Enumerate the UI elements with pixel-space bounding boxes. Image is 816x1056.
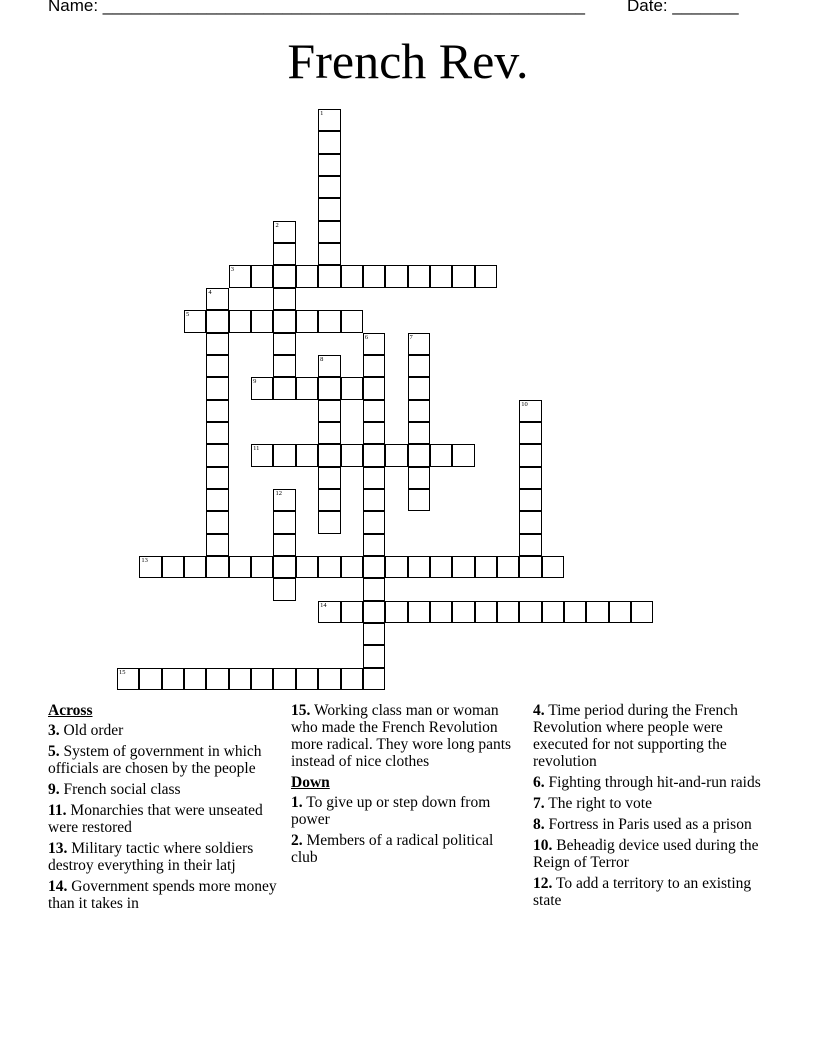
grid-cell[interactable] [408,489,430,511]
grid-cell[interactable] [117,668,139,690]
grid-cell[interactable] [519,511,541,533]
grid-cell[interactable] [296,556,318,578]
clue-item [533,875,773,909]
across-heading: Across [48,702,93,719]
grid-cell[interactable] [408,467,430,489]
clue-item [291,794,516,828]
grid-cell[interactable] [318,131,340,153]
clue-text: Old order [59,722,124,739]
grid-cell[interactable] [229,556,251,578]
grid-cell[interactable] [363,333,385,355]
grid-cell[interactable] [341,444,363,466]
grid-cell[interactable] [206,377,228,399]
clue-text: Time period during the French Revolution where people were executed for not supporting the revolution [533,702,738,770]
grid-cell[interactable] [430,556,452,578]
clue-item [533,702,773,770]
grid-cell[interactable] [363,400,385,422]
clue-number: 4. [533,702,545,719]
grid-cell[interactable] [385,556,407,578]
grid-cell[interactable] [475,556,497,578]
clue-number: 9 [253,378,257,386]
grid-cell[interactable] [206,422,228,444]
grid-cell[interactable] [519,444,541,466]
clue-text: To add a territory to an existing state [533,875,752,909]
grid-cell[interactable] [408,444,430,466]
clue-number: 1. [291,794,303,811]
clue-number: 6. [533,774,545,791]
grid-cell[interactable] [139,556,161,578]
clue-text: Working class man or woman who made the French Revolution more radical. They wore long pants instead of nice clothes [291,702,512,770]
grid-cell[interactable] [408,377,430,399]
page-title: French Rev. [287,33,529,89]
grid-cell[interactable] [363,668,385,690]
clue-text: Fighting through hit-and-run raids [544,774,761,791]
grid-cell[interactable] [475,601,497,623]
grid-cell[interactable] [206,333,228,355]
grid-cell[interactable] [229,265,251,287]
grid-cell[interactable] [318,511,340,533]
grid-cell[interactable] [519,400,541,422]
clue-number: 3 [230,266,234,274]
grid-cell[interactable] [363,422,385,444]
clue-number: 11. [48,802,67,819]
clue-item [533,837,773,871]
clue-item [533,774,773,791]
grid-cell[interactable] [273,377,295,399]
grid-cell[interactable] [341,556,363,578]
grid-cell[interactable] [430,265,452,287]
clue-number: 12 [275,489,282,497]
grid-cell[interactable] [318,601,340,623]
grid-cell[interactable] [206,556,228,578]
grid-cell[interactable] [206,444,228,466]
grid-cell[interactable] [363,467,385,489]
clues-column-3 [533,702,773,913]
grid-cell[interactable] [318,668,340,690]
grid-cell[interactable] [318,422,340,444]
grid-cell[interactable] [519,422,541,444]
grid-cell[interactable] [430,444,452,466]
grid-cell[interactable] [452,601,474,623]
grid-cell[interactable] [497,556,519,578]
clue-text: Members of a radical political club [291,832,494,866]
clue-text: To give up or step down from power [291,794,491,828]
grid-cell[interactable] [519,467,541,489]
grid-cell[interactable] [363,511,385,533]
clue-number: 3. [48,722,60,739]
clue-number: 7. [533,795,545,812]
name-field[interactable]: Name: ___________________________________________________ [48,0,585,15]
grid-cell[interactable] [251,444,273,466]
clue-item [291,702,516,770]
grid-cell[interactable] [318,154,340,176]
clue-number: 6 [364,333,369,341]
grid-cell[interactable] [206,511,228,533]
grid-cell[interactable] [273,221,295,243]
grid-cell[interactable] [318,400,340,422]
grid-cell[interactable] [273,444,295,466]
grid-cell[interactable] [318,355,340,377]
grid-cell[interactable] [184,310,206,332]
grid-cell[interactable] [631,601,653,623]
clue-item [291,832,516,866]
grid-cell[interactable] [206,355,228,377]
grid-cell[interactable] [586,601,608,623]
clue-text: Beheadig device used during the Reign of Terror [533,837,759,871]
grid-cell[interactable] [363,355,385,377]
grid-cell[interactable] [430,601,452,623]
grid-cell[interactable] [318,176,340,198]
grid-cell[interactable] [519,601,541,623]
grid-cell[interactable] [363,623,385,645]
grid-cell[interactable] [318,109,340,131]
clue-item [48,781,280,798]
grid-cell[interactable] [273,265,295,287]
grid-cell[interactable] [475,265,497,287]
grid-cell[interactable] [206,288,228,310]
grid-cell[interactable] [206,668,228,690]
grid-cell[interactable] [206,534,228,556]
grid-cell[interactable] [408,422,430,444]
clue-number: 5. [48,743,60,760]
grid-cell[interactable] [318,221,340,243]
clue-number: 2. [291,832,303,849]
clue-text: Military tactic where soldiers destroy everything in their latj [48,840,254,874]
clue-item [533,795,773,812]
clue-item [48,878,280,912]
grid-cell[interactable] [408,400,430,422]
grid-cell[interactable] [184,556,206,578]
clue-number: 10. [533,837,553,854]
grid-cell[interactable] [408,601,430,623]
grid-cell[interactable] [385,601,407,623]
clue-number: 10 [521,400,528,408]
grid-cell[interactable] [273,333,295,355]
clue-text: Government spends more money than it takes in [48,878,277,912]
clue-number: 8. [533,816,545,833]
grid-cell[interactable] [363,534,385,556]
grid-cell[interactable] [318,265,340,287]
grid-cell[interactable] [318,467,340,489]
grid-cell[interactable] [609,601,631,623]
clue-number: 7 [409,333,413,341]
clue-item [48,802,280,836]
clue-text: Fortress in Paris used as a prison [544,816,752,833]
grid-cell[interactable] [318,444,340,466]
grid-cell[interactable] [229,310,251,332]
grid-cell[interactable] [385,265,407,287]
clue-number: 11 [253,445,260,453]
grid-cell[interactable] [363,601,385,623]
grid-cell[interactable] [408,355,430,377]
grid-cell[interactable] [385,444,407,466]
grid-cell[interactable] [452,556,474,578]
grid-cell[interactable] [519,534,541,556]
grid-cell[interactable] [273,310,295,332]
grid-cell[interactable] [408,265,430,287]
grid-cell[interactable] [452,265,474,287]
clue-item [48,743,280,777]
clue-number: 12. [533,875,553,892]
grid-cell[interactable] [363,489,385,511]
grid-cell[interactable] [251,377,273,399]
grid-cell[interactable] [273,534,295,556]
grid-cell[interactable] [273,355,295,377]
grid-cell[interactable] [363,265,385,287]
grid-cell[interactable] [542,601,564,623]
grid-cell[interactable] [341,668,363,690]
grid-cell[interactable] [139,668,161,690]
grid-cell[interactable] [296,310,318,332]
grid-cell[interactable] [273,556,295,578]
grid-cell[interactable] [318,556,340,578]
clue-text: The right to vote [544,795,652,812]
clue-item [48,840,280,874]
grid-cell[interactable] [519,556,541,578]
clue-number: 2 [275,221,279,229]
grid-cell[interactable] [318,243,340,265]
grid-cell[interactable] [318,198,340,220]
clue-item [48,722,280,739]
grid-cell[interactable] [564,601,586,623]
clue-number: 8 [320,355,324,363]
clue-number: 4 [208,288,212,296]
grid-cell[interactable] [162,668,184,690]
clue-number: 1 [320,110,324,117]
grid-cell[interactable] [273,288,295,310]
grid-cell[interactable] [273,243,295,265]
grid-cell[interactable] [206,467,228,489]
grid-cell[interactable] [273,668,295,690]
grid-cell[interactable] [363,645,385,667]
clue-number: 13 [141,557,148,564]
clue-number: 9. [48,781,60,798]
grid-cell[interactable] [542,556,564,578]
grid-cell[interactable] [519,489,541,511]
grid-cell[interactable] [296,444,318,466]
grid-cell[interactable] [408,333,430,355]
grid-cell[interactable] [206,489,228,511]
grid-cell[interactable] [363,556,385,578]
grid-cell[interactable] [363,578,385,600]
grid-cell[interactable] [251,310,273,332]
grid-cell[interactable] [184,668,206,690]
clues-column-1 [48,702,280,916]
clue-item [533,816,773,833]
down-heading: Down [291,774,330,791]
grid-cell[interactable] [341,265,363,287]
clue-number: 14. [48,878,68,895]
grid-cell[interactable] [318,377,340,399]
grid-cell[interactable] [341,310,363,332]
grid-cell[interactable] [408,556,430,578]
grid-cell[interactable] [206,310,228,332]
clue-text: French social class [59,781,181,798]
grid-cell[interactable] [273,511,295,533]
grid-cell[interactable] [318,310,340,332]
grid-cell[interactable] [318,489,340,511]
clue-text: Monarchies that were unseated were restored [48,802,263,836]
grid-cell[interactable] [251,265,273,287]
grid-cell[interactable] [162,556,184,578]
clue-number: 15 [119,668,126,676]
clue-number: 14 [320,601,327,609]
grid-cell[interactable] [273,489,295,511]
clue-number: 5 [186,311,190,319]
grid-cell[interactable] [296,668,318,690]
clue-number: 13. [48,840,68,857]
grid-cell[interactable] [251,556,273,578]
clue-text: System of government in which officials are chosen by the people [48,743,262,777]
grid-cell[interactable] [497,601,519,623]
grid-cell[interactable] [229,668,251,690]
clues-column-2 [291,702,516,870]
grid-cell[interactable] [296,265,318,287]
grid-cell[interactable] [363,377,385,399]
grid-cell[interactable] [341,377,363,399]
grid-cell[interactable] [341,601,363,623]
grid-cell[interactable] [251,668,273,690]
grid-cell[interactable] [206,400,228,422]
date-field[interactable]: Date: _______ [627,0,739,15]
grid-cell[interactable] [273,578,295,600]
grid-cell[interactable] [363,444,385,466]
clue-number: 15. [291,702,311,719]
grid-cell[interactable] [296,377,318,399]
grid-cell[interactable] [452,444,474,466]
